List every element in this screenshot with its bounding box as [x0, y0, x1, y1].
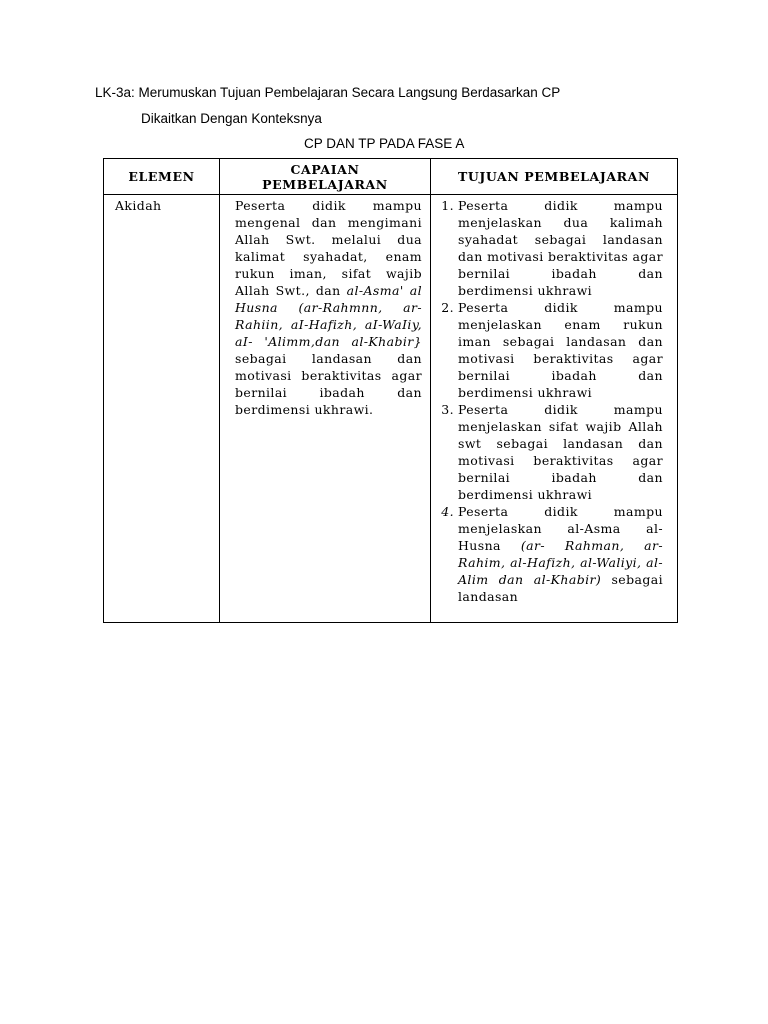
document-title: LK-3a: Merumuskan Tujuan Pembelajaran Secara Langsung Berdasarkan CP: [95, 85, 561, 100]
list-item: 4. Peserta didik mampu menjelaskan al-Asma al-Husna (ar- Rahman, ar-Rahim, al-Hafizh, al-Waliyi, al-Alim dan al-Khabir) sebagai landasan: [441, 504, 663, 604]
table-caption: CP DAN TP PADA FASE A: [304, 136, 465, 151]
cp-tp-table: [103, 158, 678, 623]
capaian-text: Peserta didik mampu mengenal dan mengimani Allah Swt. melalui dua kalimat syahadat, enam rukun iman, sifat wajib Allah Swt., dan al-Asma' al Husna (ar-Rahmnn, ar-Rahiin, aI-Hafizh, aI-WaIiy, aI- 'Alimm,dan al-Khabir} sebagai landasan dan motivasi beraktivitas agar bernilai ibadah dan berdimensi ukhrawi.: [235, 198, 422, 417]
cell-tujuan: [431, 195, 678, 623]
header-tujuan-pembelajaran: TUJUAN PEMBELAJARAN: [431, 159, 678, 195]
header-elemen: ELEMEN: [104, 159, 220, 195]
document-title-line2: Dikaitkan Dengan Konteksnya: [141, 111, 322, 126]
header-capaian-pembelajaran: CAPAIAN PEMBELAJARAN: [220, 159, 431, 195]
cell-capaian: [220, 195, 431, 623]
table-row: [104, 195, 678, 623]
cell-elemen: [104, 195, 220, 623]
list-item: 2. Peserta didik mampu menjelaskan enam rukun iman sebagai landasan dan motivasi beraktivitas agar bernilai ibadah dan berdimensi ukhrawi: [441, 300, 663, 400]
elemen-value: Akidah: [115, 198, 162, 213]
tujuan-list: [431, 197, 677, 605]
list-item: 1. Peserta didik mampu menjelaskan dua kalimah syahadat sebagai landasan dan motivasi beraktivitas agar bernilai ibadah dan berdimensi ukhrawi: [441, 198, 664, 298]
list-item: 3. Peserta didik mampu menjelaskan sifat wajib Allah swt sebagai landasan dan motivasi beraktivitas agar bernilai ibadah dan berdimensi ukhrawi: [441, 402, 663, 502]
table-header-row: [104, 159, 678, 195]
